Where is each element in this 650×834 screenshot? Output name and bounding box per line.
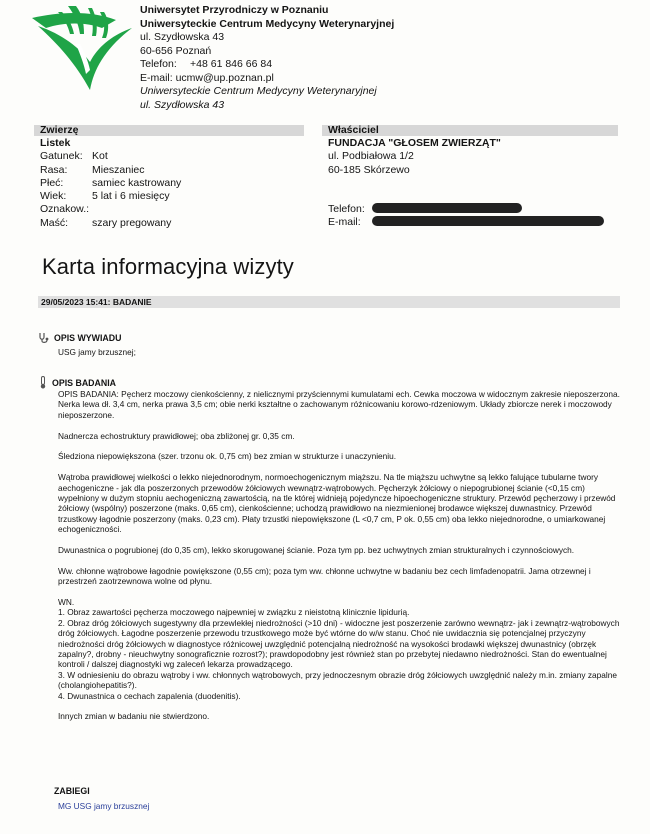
animal-value: szary pregowany [92, 216, 172, 229]
clinic-italic-street: ul. Szydłowska 43 [140, 98, 225, 111]
owner-header-bar [322, 125, 618, 136]
clinic-phone-label: Telefon: [140, 58, 177, 70]
clinic-street: ul. Szydłowska 43 [140, 31, 225, 43]
owner-info [328, 137, 604, 229]
owner-street: ul. Podbiałowa 1/2 [328, 150, 414, 163]
animal-label: Wiek: [40, 190, 67, 203]
redacted-phone [372, 203, 522, 213]
animal-row [40, 203, 181, 216]
exam-section-title [38, 376, 116, 389]
animal-info [40, 137, 181, 230]
animal-row [40, 164, 181, 177]
owner-phone-line [328, 203, 604, 216]
clinic-center-name: Uniwersyteckie Centrum Medycyny Weterynaryjnej [140, 17, 395, 30]
animal-row [40, 177, 181, 190]
history-text: USG jamy brzusznej; [58, 347, 136, 357]
page-title: Karta informacyjna wizyty [42, 254, 294, 279]
clinic-name: Uniwersytet Przyrodniczy w Poznaniu [140, 4, 329, 16]
visit-header: 29/05/2023 15:41: BADANIE [38, 296, 620, 308]
animal-value: Mieszaniec [92, 163, 145, 176]
exam-paragraph: Ww. chłonne wątrobowe łagodnie powiększone (0,55 cm); poza tym ww. chłonne uchwytne w badaniu bez cech limfadenopatrii. Jama otrzewnej i przestrzeń zaotrzewnowa wolne od płynu. [58, 565, 591, 587]
exam-title: OPIS BADANIA [52, 377, 117, 388]
procedures-title: ZABIEGI [54, 786, 90, 796]
owner-email-label: E-mail: [328, 216, 361, 229]
animal-value: Kot [92, 150, 108, 163]
animal-value: samiec kastrowany [92, 176, 182, 189]
clinic-city: 60-656 Poznań [140, 44, 212, 57]
animal-name: Listek [40, 137, 71, 149]
owner-header: Właściciel [328, 124, 379, 136]
owner-email-line [328, 216, 604, 229]
animal-label: Maść: [40, 216, 69, 229]
animal-label: Gatunek: [40, 150, 83, 163]
history-title: OPIS WYWIADU [54, 333, 122, 343]
animal-row [40, 190, 181, 203]
clinic-logo [28, 4, 138, 94]
exam-paragraph: Innych zmian w badaniu nie stwierdzono. [58, 711, 210, 722]
exam-paragraph: Śledziona niepowiększona (szer. trzonu ok. 0,75 cm) bez zmian w strukturze i unaczynieniu. [58, 451, 397, 462]
animal-label: Rasa: [40, 163, 68, 176]
owner-phone-label: Telefon: [328, 202, 365, 215]
exam-paragraph: Dwunastnica o pogrubionej (do 0,35 cm), lekko skorugowanej ścianie. Poza tym pp. bez uchwytnych zmian strukturalnych i czynnościowych. [58, 545, 575, 556]
exam-paragraph: Nadnercza echostruktury prawidłowej; oba zbliżonej gr. 0,35 cm. [58, 430, 295, 441]
clinic-italic-name: Uniwersyteckie Centrum Medycyny Weterynaryjnej [140, 85, 377, 97]
exam-body [58, 389, 626, 732]
animal-label: Oznakow.: [40, 203, 90, 216]
owner-name: FUNDACJA "GŁOSEM ZWIERZĄT" [328, 137, 501, 149]
history-section-title [38, 332, 121, 344]
animal-label: Płeć: [40, 176, 64, 189]
exam-conclusions: WN. 1. Obraz zawartości pęcherza moczowego najpewniej w związku z nieistotną klinicznie lipidurią. 2. Obraz dróg żółciowych sugestywny dla przewlekłej niedrożności (>10 dni) - widoczne jest poszerzenie zarówno wewnątrz- jak i zewnątrz-wątrobowych dróg żółciowych. Łagodne poszerzenie przewodu trzustkowego może być wtórne do w/w stanu. Choć nie uwidacznia się potencjalnej przyczyny niedrożności dróg żółciowych w diagnostyce różnicowej uwzględnić potencjalną niedrożność na wysokości brodawki większej dwunastnicy (obrzęk zapalny?, drobny - nieuchwytny sonograficznie rozrost?); prawdopodobny jest również stan po przebytej niedawno niedrożności. Stan do ewentualnej kontroli / dalszej diagnostyki wg zaleceń lekarza prowadzącego. 3. W odniesieniu do obrazu wątroby i ww. chłonnych wątrobowych, przy jednoczesnym obrazie dróg żółciowych uwzględnić należy m.in. zmiany zapalne (cholangiohepatitis?). 4. Dwunastnica o cechach zapalenia (duodenitis). [58, 597, 620, 701]
stethoscope-icon [38, 332, 50, 344]
clinic-info [140, 4, 394, 112]
procedures-text[interactable]: MG USG jamy brzusznej [58, 801, 150, 811]
animal-value: 5 lat i 6 miesięcy [92, 190, 170, 203]
animal-row [40, 150, 181, 163]
redacted-email [372, 216, 604, 226]
clinic-phone: +48 61 846 66 84 [190, 58, 273, 70]
animal-row [40, 217, 181, 230]
owner-city: 60-185 Skórzewo [328, 163, 410, 176]
animal-header: Zwierzę [40, 124, 79, 136]
clinic-phone-line [140, 58, 394, 72]
thermometer-icon [38, 376, 48, 389]
procedures-section-title [54, 786, 90, 796]
clinic-email: E-mail: ucmw@up.poznan.pl [140, 71, 274, 84]
animal-header-bar [34, 125, 304, 136]
exam-paragraph: OPIS BADANIA: Pęcherz moczowy cienkościenny, z nielicznymi przyściennymi kumulatami ech. Cewka moczowa w widocznym zakresie nieposzerzona. Nerka lewa dł. 3,4 cm, nerka prawa 3,5 cm; obie nerki kształtne o zachowanym różnicowaniu korowo-rdzeniowym. Układy zbiorcze nerek i moczowody nieposzerzone. [58, 389, 620, 420]
exam-paragraph: Wątroba prawidłowej wielkości o lekko niejednorodnym, normoechogenicznym miąższu. Na tle miąższu uchwytne są lekko falujące tubularne twory aechogeniczne - jak dla poszerzonych przewodów żółciowych wewnątrz-wątrobowych. Pęcherzyk żółciowy o niepogrubionej ścianie (<0,15 cm) wypełniony w dużym stopniu aechogeniczną zawartością, na tle której widnieją pojedyncze hipoechogeniczne struktury. Przewód pęcherzowy i przewód żółciowy (wspólny) poszerzone (maks. 0,65 cm), cienkościenne; uchodzą prawidłowo na niezmienionej brodawce większej duwnastnicy. Przewód trzustkowy łagodnie poszerzony (maks. 0,23 cm). Płaty trzustki niepowiększone (L <0,7 cm, P ok. 0,55 cm) oba lekko niejednorodne, o umiarkowanej echogeniczności. [58, 472, 616, 535]
